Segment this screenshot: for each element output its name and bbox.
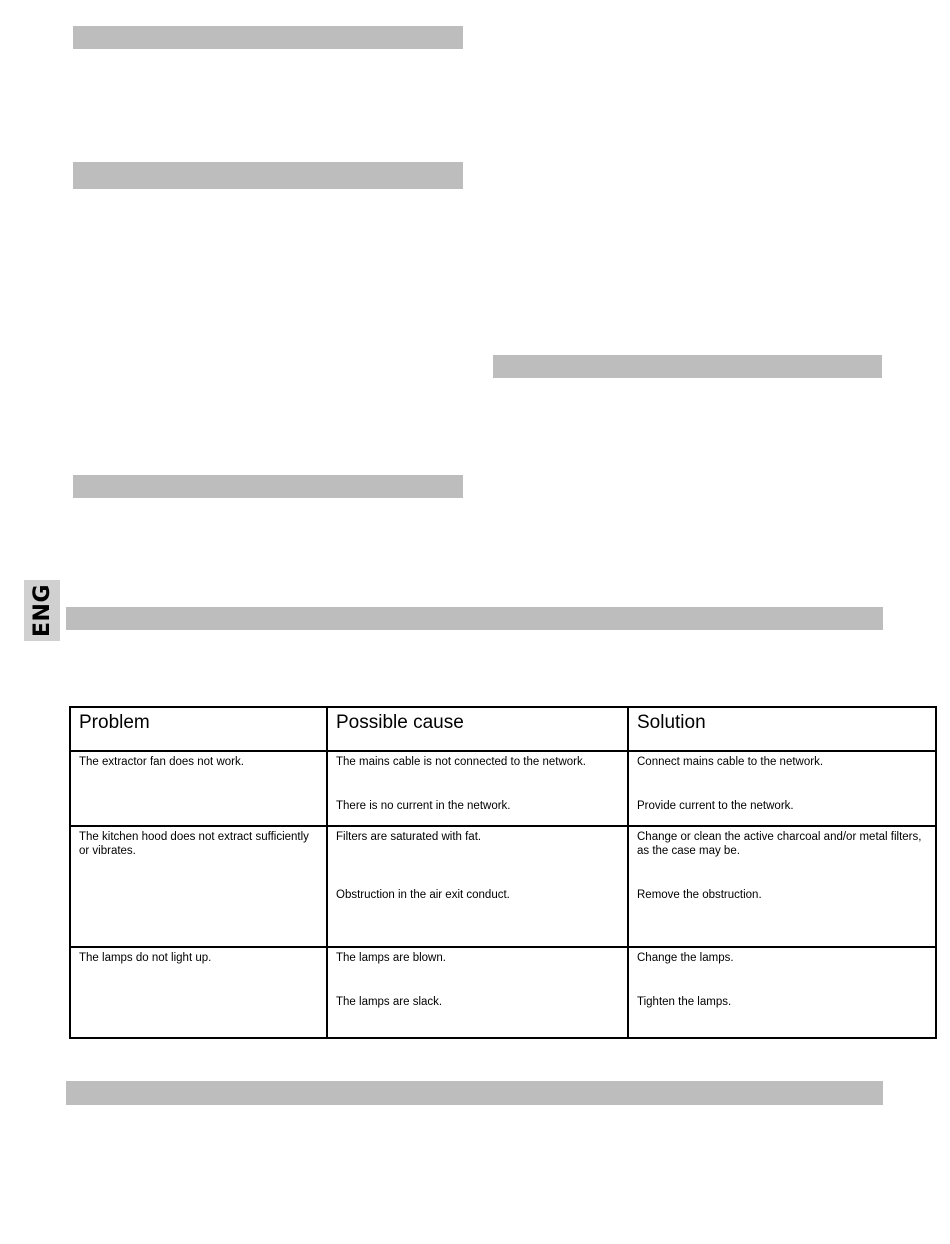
solution-text: Connect mains cable to the network. (637, 756, 824, 768)
table-row (70, 826, 936, 947)
problem-cell: The extractor fan does not work. (70, 751, 327, 826)
solution-cell (628, 751, 936, 826)
cause-cell (327, 751, 628, 826)
solution-text: Provide current to the network. (637, 800, 794, 812)
cause-text: The lamps are blown. (336, 952, 446, 964)
cause-cell (327, 826, 628, 947)
table-row (70, 947, 936, 1038)
section-heading-bar (73, 26, 463, 49)
language-label: ENG (29, 584, 55, 637)
section-heading-bar (73, 162, 463, 189)
cause-text: Filters are saturated with fat. (336, 831, 482, 843)
cause-text: The lamps are slack. (336, 996, 443, 1008)
table-header-row (70, 707, 936, 751)
section-heading-bar (73, 475, 463, 498)
header-possible-cause: Possible cause (327, 707, 628, 751)
cause-cell (327, 947, 628, 1038)
solution-text: Change the lamps. (637, 952, 734, 964)
language-tab (24, 580, 60, 641)
table-row (70, 751, 936, 826)
solution-cell (628, 947, 936, 1038)
troubleshooting-table (69, 706, 937, 1039)
problem-cell: The kitchen hood does not extract sufficiently or vibrates. (70, 826, 327, 947)
section-heading-bar (493, 355, 882, 378)
header-problem: Problem (70, 707, 327, 751)
cause-text: The mains cable is not connected to the network. (336, 756, 586, 768)
header-solution: Solution (628, 707, 936, 751)
cause-text: Obstruction in the air exit conduct. (336, 889, 510, 901)
cause-text: There is no current in the network. (336, 800, 511, 812)
solution-text: Change or clean the active charcoal and/or metal filters, as the case may be. (637, 831, 922, 857)
solution-text: Tighten the lamps. (637, 996, 732, 1008)
section-heading-bar (66, 1081, 883, 1105)
problem-cell: The lamps do not light up. (70, 947, 327, 1038)
solution-cell (628, 826, 936, 947)
solution-text: Remove the obstruction. (637, 889, 762, 901)
section-heading-bar (66, 607, 883, 630)
